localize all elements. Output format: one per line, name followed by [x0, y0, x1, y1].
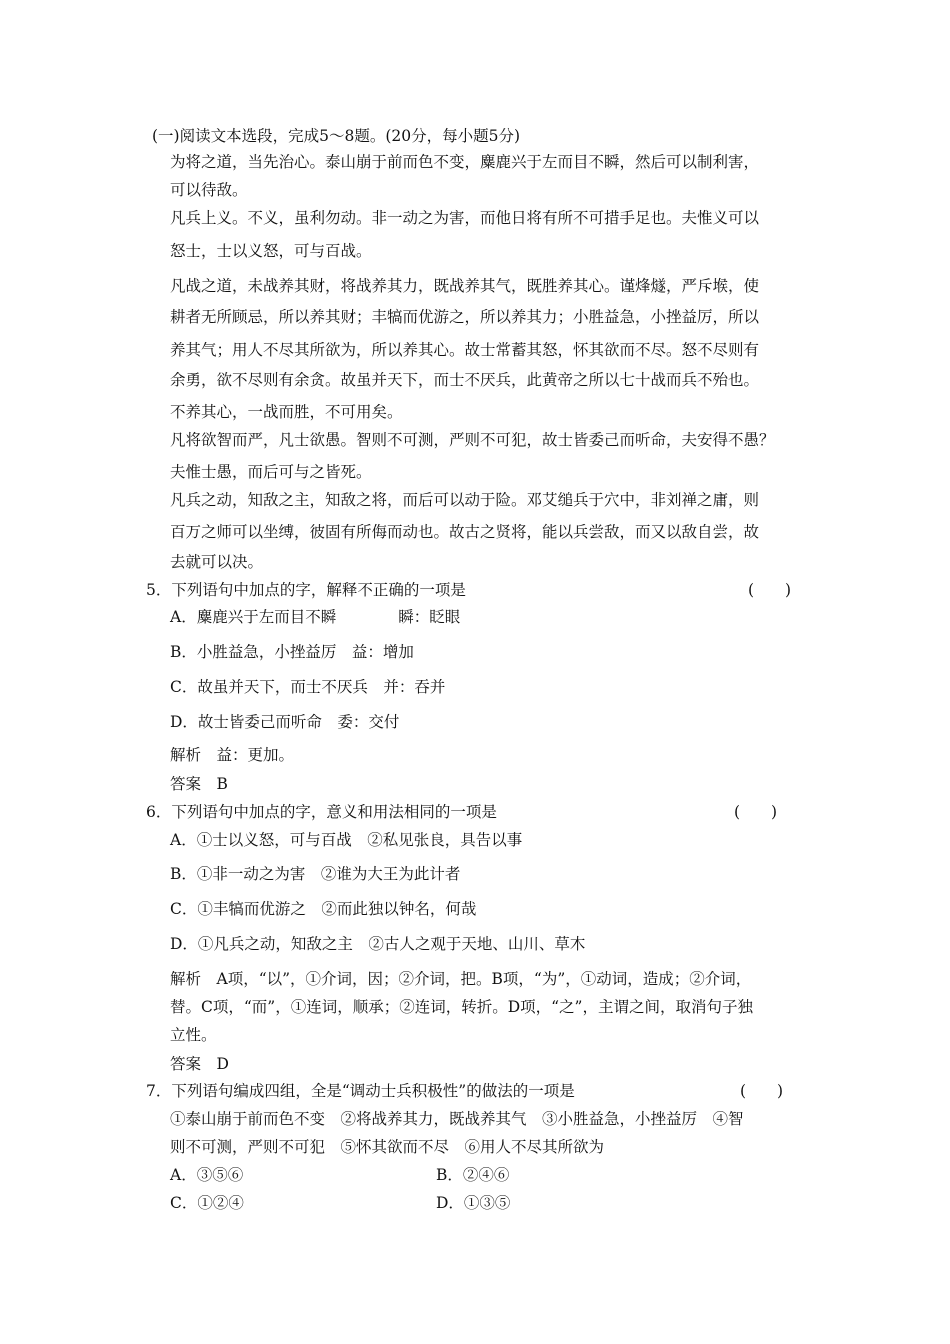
q7-stem: 7．下列语句编成四组，全是“调动士兵积极性”的做法的一项是 — [146, 1082, 575, 1100]
q5-option-c: C．故虽并天下，而士不厌兵 并：吞并 — [170, 678, 446, 696]
passage-line: 凡兵之动，知敌之主，知敌之将，而后可以动于险。邓艾缒兵于穴中，非刘禅之庸，则 — [170, 491, 760, 509]
passage-line: 去就可以决。 — [170, 553, 264, 571]
q5-answer-blank: ( ) — [748, 581, 792, 599]
q6-option-a: A．①士以义怒，可与百战 ②私见张良，具告以事 — [170, 831, 523, 849]
passage-line: 凡战之道，未战养其财，将战养其力，既战养其气，既胜养其心。谨烽燧，严斥堠，使 — [170, 277, 760, 295]
q6-answer-blank: ( ) — [734, 803, 778, 821]
q7-items-line: 则不可测，严则不可犯 ⑤怀其欲而不尽 ⑥用人不尽其所欲为 — [170, 1138, 605, 1156]
q6-option-c: C．①丰犒而优游之 ②而此独以钟名，何哉 — [170, 900, 477, 918]
passage-line: 百万之师可以坐缚，彼固有所侮而动也。故古之贤将，能以兵尝敌，而又以敌自尝，故 — [170, 523, 760, 541]
q5-stem: 5．下列语句中加点的字，解释不正确的一项是 — [146, 581, 466, 599]
passage-line: 养其气；用人不尽其所欲为，所以养其心。故士常蓄其怒，怀其欲而不尽。怒不尽则有 — [170, 341, 760, 359]
passage-line: 夫惟士愚，而后可与之皆死。 — [170, 463, 372, 481]
passage-line: 凡将欲智而严，凡士欲愚。智则不可测，严则不可犯，故士皆委己而听命，夫安得不愚？ — [170, 431, 775, 449]
passage-line: 可以待敌。 — [170, 181, 248, 199]
q7-option-b: B．②④⑥ — [436, 1166, 510, 1184]
q6-option-b: B．①非一动之为害 ②谁为大王为此计者 — [170, 865, 461, 883]
passage-line: 凡兵上义。不义，虽利勿动。非一动之为害，而他日将有所不可措手足也。夫惟义可以 — [170, 209, 760, 227]
passage-line: 不养其心，一战而胜，不可用矣。 — [170, 403, 403, 421]
passage-line: 耕者无所顾忌，所以养其财；丰犒而优游之，所以养其力；小胜益急，小挫益厉，所以 — [170, 308, 760, 326]
q7-option-d: D．①③⑤ — [436, 1194, 511, 1212]
q5-option-a: A．麋鹿兴于左而目不瞬 瞬：眨眼 — [170, 608, 461, 626]
q6-analysis-line: 解析 A项，“以”，①介词，因；②介词，把。B项，“为”，①动词，造成；②介词， — [170, 970, 752, 988]
q7-items-line: ①泰山崩于前而色不变 ②将战养其力，既战养其气 ③小胜益急，小挫益厉 ④智 — [170, 1110, 744, 1128]
q5-analysis: 解析 益：更加。 — [170, 746, 295, 764]
q7-answer-blank: ( ) — [740, 1082, 784, 1100]
q6-analysis-line: 替。C项，“而”，①连词，顺承；②连词，转折。D项，“之”，主谓之间，取消句子独 — [170, 998, 753, 1016]
q6-answer: 答案 D — [170, 1055, 229, 1073]
section-header: (一)阅读文本选段，完成5～8题。(20分，每小题5分) — [152, 127, 520, 145]
q5-option-b: B．小胜益急，小挫益厉 益：增加 — [170, 643, 414, 661]
q7-option-c: C．①②④ — [170, 1194, 244, 1212]
q6-stem: 6．下列语句中加点的字，意义和用法相同的一项是 — [146, 803, 497, 821]
q7-option-a: A．③⑤⑥ — [170, 1166, 244, 1184]
passage-line: 余勇，欲不尽则有余贪。故虽并天下，而士不厌兵，此黄帝之所以七十战而兵不殆也。 — [170, 371, 760, 389]
passage-line: 怒士，士以义怒，可与百战。 — [170, 242, 372, 260]
q5-option-d: D．故士皆委己而听命 委：交付 — [170, 713, 400, 731]
passage-line: 为将之道，当先治心。泰山崩于前而色不变，麋鹿兴于左而目不瞬，然后可以制利害， — [170, 153, 760, 171]
q6-analysis-line: 立性。 — [170, 1026, 217, 1044]
q5-answer: 答案 B — [170, 775, 228, 793]
q6-option-d: D．①凡兵之动，知敌之主 ②古人之观于天地、山川、草木 — [170, 935, 586, 953]
